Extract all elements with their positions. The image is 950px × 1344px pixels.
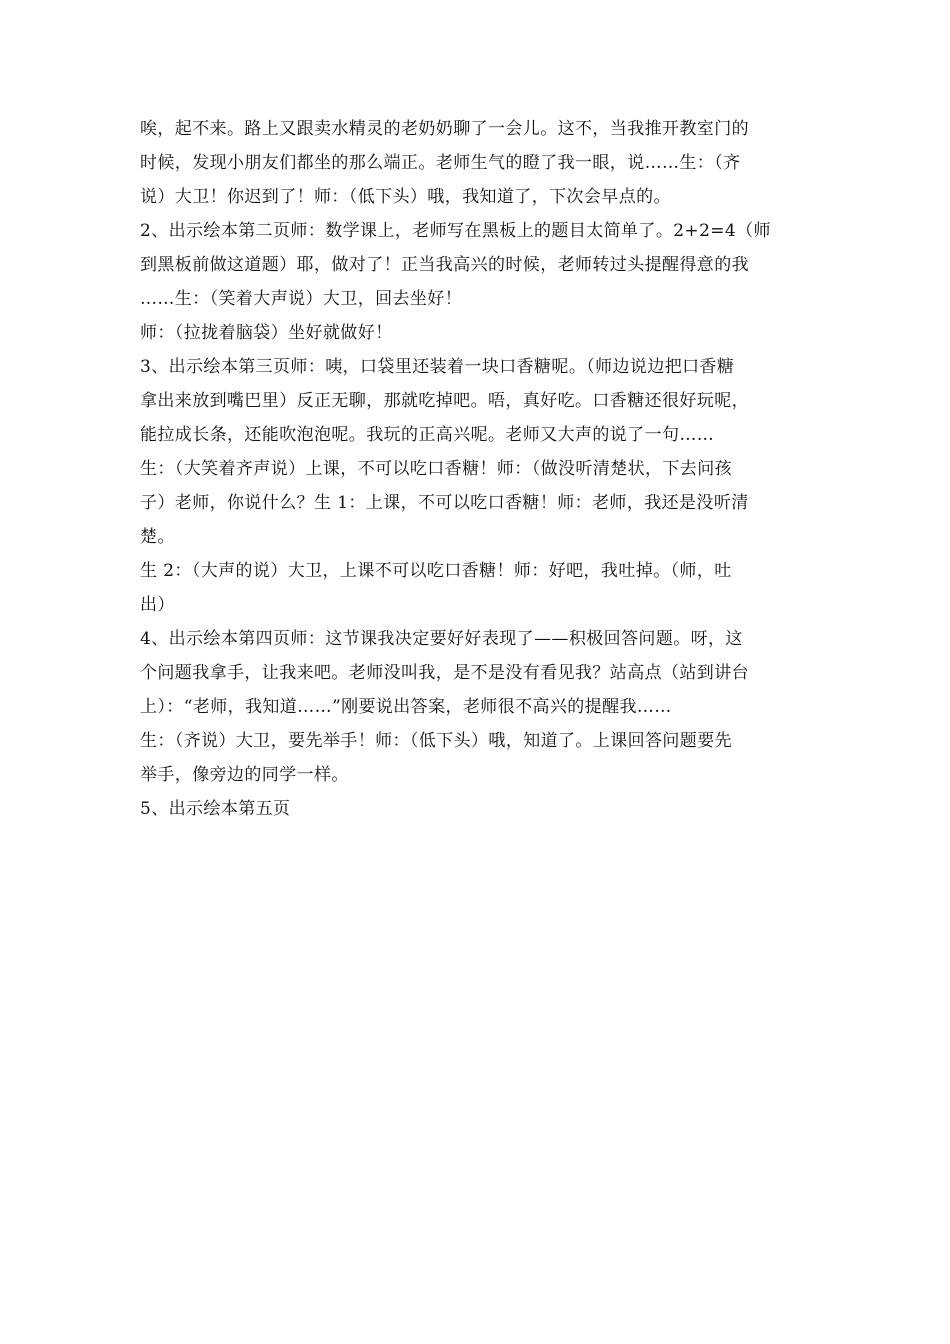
text-line: 唉，起不来。路上又跟卖水精灵的老奶奶聊了一会儿。这不，当我推开教室门的 [140,119,749,139]
text-line: 3、出示绘本第三页师：咦，口袋里还装着一块口香糖呢。（师边说边把口香糖 [140,357,735,377]
text-line: ……生：（笑着大声说）大卫，回去坐好！ [140,289,463,309]
text-line: 楚。 [140,527,175,547]
text-line: 个问题我拿手，让我来吧。老师没叫我，是不是没有看见我？站高点（站到讲台 [140,663,749,683]
text-line: 师：（拉拢着脑袋）坐好就做好！ [140,323,393,343]
text-line: 到黑板前做这道题）耶，做对了！正当我高兴的时候，老师转过头提醒得意的我 [140,255,749,275]
text-line: 出） [140,595,175,615]
text-line: 举手，像旁边的同学一样。 [140,765,349,785]
text-line: 能拉成长条，还能吹泡泡呢。我玩的正高兴呢。老师又大声的说了一句…… [140,425,715,445]
text-line: 说）大卫！你迟到了！师：（低下头）哦，我知道了，下次会早点的。 [140,187,671,207]
text-line: 上）：“老师，我知道……”刚要说出答案，老师很不高兴的提醒我…… [140,697,672,717]
text-line: 5、出示绘本第五页 [140,799,291,819]
text-line: 拿出来放到嘴巴里）反正无聊，那就吃掉吧。唔，真好吃。口香糖还很好玩呢， [140,391,749,411]
text-line: 2、出示绘本第二页师：数学课上，老师写在黑板上的题目太简单了。2+2=4（师 [140,221,771,241]
text-line: 时候，发现小朋友们都坐的那么端正。老师生气的瞪了我一眼，说……生：（齐 [140,153,741,173]
text-line: 生：（大笑着齐声说）上课，不可以吃口香糖！师：（做没听清楚状，下去问孩 [140,459,732,479]
text-line: 子）老师，你说什么？生 1：上课，不可以吃口香糖！师：老师，我还是没听清 [140,493,749,513]
document-body [140,112,812,826]
text-line: 生 2：（大声的说）大卫，上课不可以吃口香糖！师：好吧，我吐掉。（师，吐 [140,561,732,581]
text-line: 4、出示绘本第四页师：这节课我决定要好好表现了——积极回答问题。呀，这 [140,629,743,649]
text-line: 生：（齐说）大卫，要先举手！师：（低下头）哦，知道了。上课回答问题要先 [140,731,732,751]
